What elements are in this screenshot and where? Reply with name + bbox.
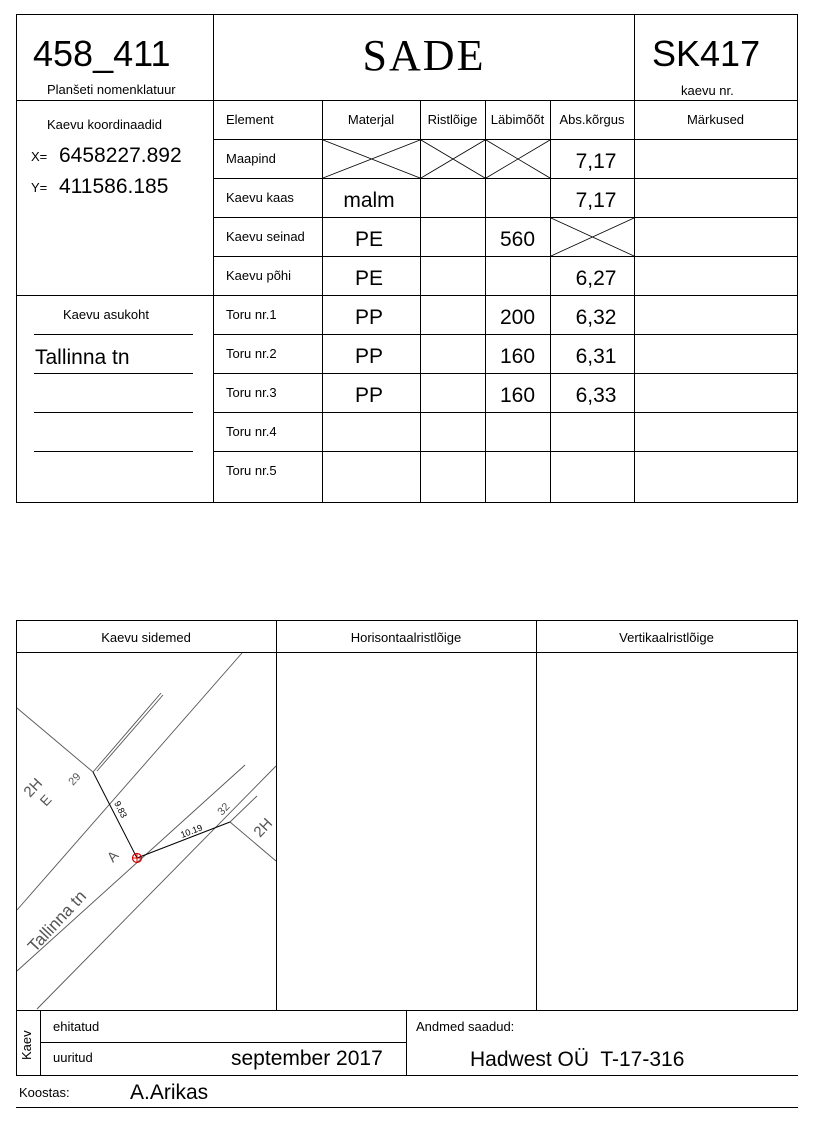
location-rule: [34, 334, 193, 335]
divider: [16, 1075, 798, 1076]
author-value: A.Arikas: [130, 1081, 209, 1104]
row-label: Toru nr.1: [226, 307, 277, 322]
divider: [40, 1042, 406, 1043]
divider: [213, 178, 798, 179]
frame-right: [797, 620, 798, 1010]
divider: [16, 100, 798, 101]
divider: [536, 620, 537, 1010]
cell-material: PP: [354, 384, 383, 407]
divider: [16, 295, 214, 296]
location-sketch: [17, 653, 276, 1009]
frame-left: [16, 14, 17, 503]
page-title: SADE: [362, 31, 486, 80]
col-header-remarks: Märkused: [686, 112, 745, 127]
distance-label: 10.19: [179, 822, 204, 840]
divider: [213, 295, 798, 296]
measured-date: september 2017: [231, 1047, 383, 1070]
col-header-diameter: Läbimõõt: [490, 112, 545, 127]
row-label: Toru nr.3: [226, 385, 277, 400]
divider: [420, 100, 421, 503]
divider: [213, 256, 798, 257]
x-coordinate: 6458227.892: [59, 144, 182, 167]
cell-material: malm: [343, 189, 395, 212]
panel-title-horizontal: Horisontaalristlõige: [350, 630, 462, 645]
cell-diameter: 160: [499, 384, 536, 407]
row-label: Toru nr.5: [226, 463, 277, 478]
sketch-street-label: Tallinna tn: [24, 886, 91, 956]
location-street: Tallinna tn: [35, 346, 130, 369]
sketch-label-32: 32: [215, 800, 233, 819]
divider: [406, 1010, 407, 1075]
nomenclature-value: 458_411: [33, 33, 171, 74]
row-label: Toru nr.4: [226, 424, 277, 439]
cell-abs-height: 7,17: [575, 189, 617, 212]
sketch-label-29: 29: [66, 770, 84, 789]
col-header-element: Element: [226, 112, 274, 127]
built-label: ehitatud: [53, 1019, 100, 1034]
y-coordinate: 411586.185: [59, 175, 169, 198]
divider: [485, 100, 486, 503]
distance-label: 9.83: [112, 799, 130, 820]
frame-top: [16, 14, 798, 15]
location-rule: [34, 412, 193, 413]
cell-material: PE: [354, 267, 383, 290]
y-prefix: Y=: [31, 180, 48, 195]
row-label: Kaevu seinad: [226, 229, 305, 244]
divider: [322, 100, 323, 503]
divider: [213, 373, 798, 374]
location-label: Kaevu asukoht: [63, 307, 150, 322]
cell-abs-height: 6,32: [575, 306, 617, 329]
well-number-label: kaevu nr.: [681, 83, 734, 98]
cell-diameter: 200: [499, 306, 536, 329]
divider: [276, 620, 277, 1010]
author-label: Koostas:: [19, 1085, 70, 1100]
divider: [213, 139, 798, 140]
data-source-value: Hadwest OÜ T-17-316: [470, 1048, 685, 1071]
cell-abs-height: 6,31: [575, 345, 617, 368]
measured-label: uuritud: [53, 1050, 93, 1065]
col-header-material: Materjal: [347, 112, 395, 127]
divider: [550, 100, 551, 503]
cell-material: PE: [354, 228, 383, 251]
divider: [213, 14, 214, 503]
divider: [16, 1107, 798, 1108]
well-marker-icon: [133, 854, 142, 863]
nomenclature-label: Planšeti nomenklatuur: [47, 82, 176, 97]
divider: [213, 217, 798, 218]
row-label: Kaevu kaas: [226, 190, 294, 205]
sketch-label-2h-left: 2H: [20, 775, 47, 801]
divider: [213, 412, 798, 413]
cell-material: PP: [354, 306, 383, 329]
cell-diameter: 160: [499, 345, 536, 368]
cell-material: PP: [354, 345, 383, 368]
row-label: Kaevu põhi: [226, 268, 292, 283]
frame-top: [16, 620, 798, 621]
cell-abs-height: 7,17: [575, 150, 617, 173]
well-label: Kaev: [19, 1030, 34, 1060]
coordinates-label: Kaevu koordinaadid: [47, 117, 162, 132]
cell-diameter: 560: [499, 228, 536, 251]
panel-title-vertical: Vertikaalristlõige: [619, 630, 714, 645]
divider: [634, 14, 635, 503]
data-source-label: Andmed saadud:: [416, 1019, 515, 1034]
well-number: SK417: [652, 33, 761, 74]
divider: [213, 451, 798, 452]
x-prefix: X=: [31, 149, 48, 164]
row-label: Toru nr.2: [226, 346, 277, 361]
location-rule: [34, 451, 193, 452]
cell-abs-height: 6,33: [575, 384, 617, 407]
sketch-label-e: E: [36, 791, 55, 810]
divider: [16, 1010, 798, 1011]
divider: [213, 334, 798, 335]
sketch-label-a: A: [103, 847, 122, 866]
location-rule: [34, 373, 193, 374]
col-header-cross-section: Ristlõige: [427, 112, 478, 127]
col-header-abs-height: Abs.kõrgus: [559, 112, 625, 127]
frame-right: [797, 14, 798, 503]
row-label: Maapind: [226, 151, 276, 166]
panel-title-connections: Kaevu sidemed: [101, 630, 191, 645]
cell-abs-height: 6,27: [575, 267, 617, 290]
sketch-label-2h-right: 2H: [250, 815, 277, 841]
frame-bottom: [16, 502, 798, 503]
